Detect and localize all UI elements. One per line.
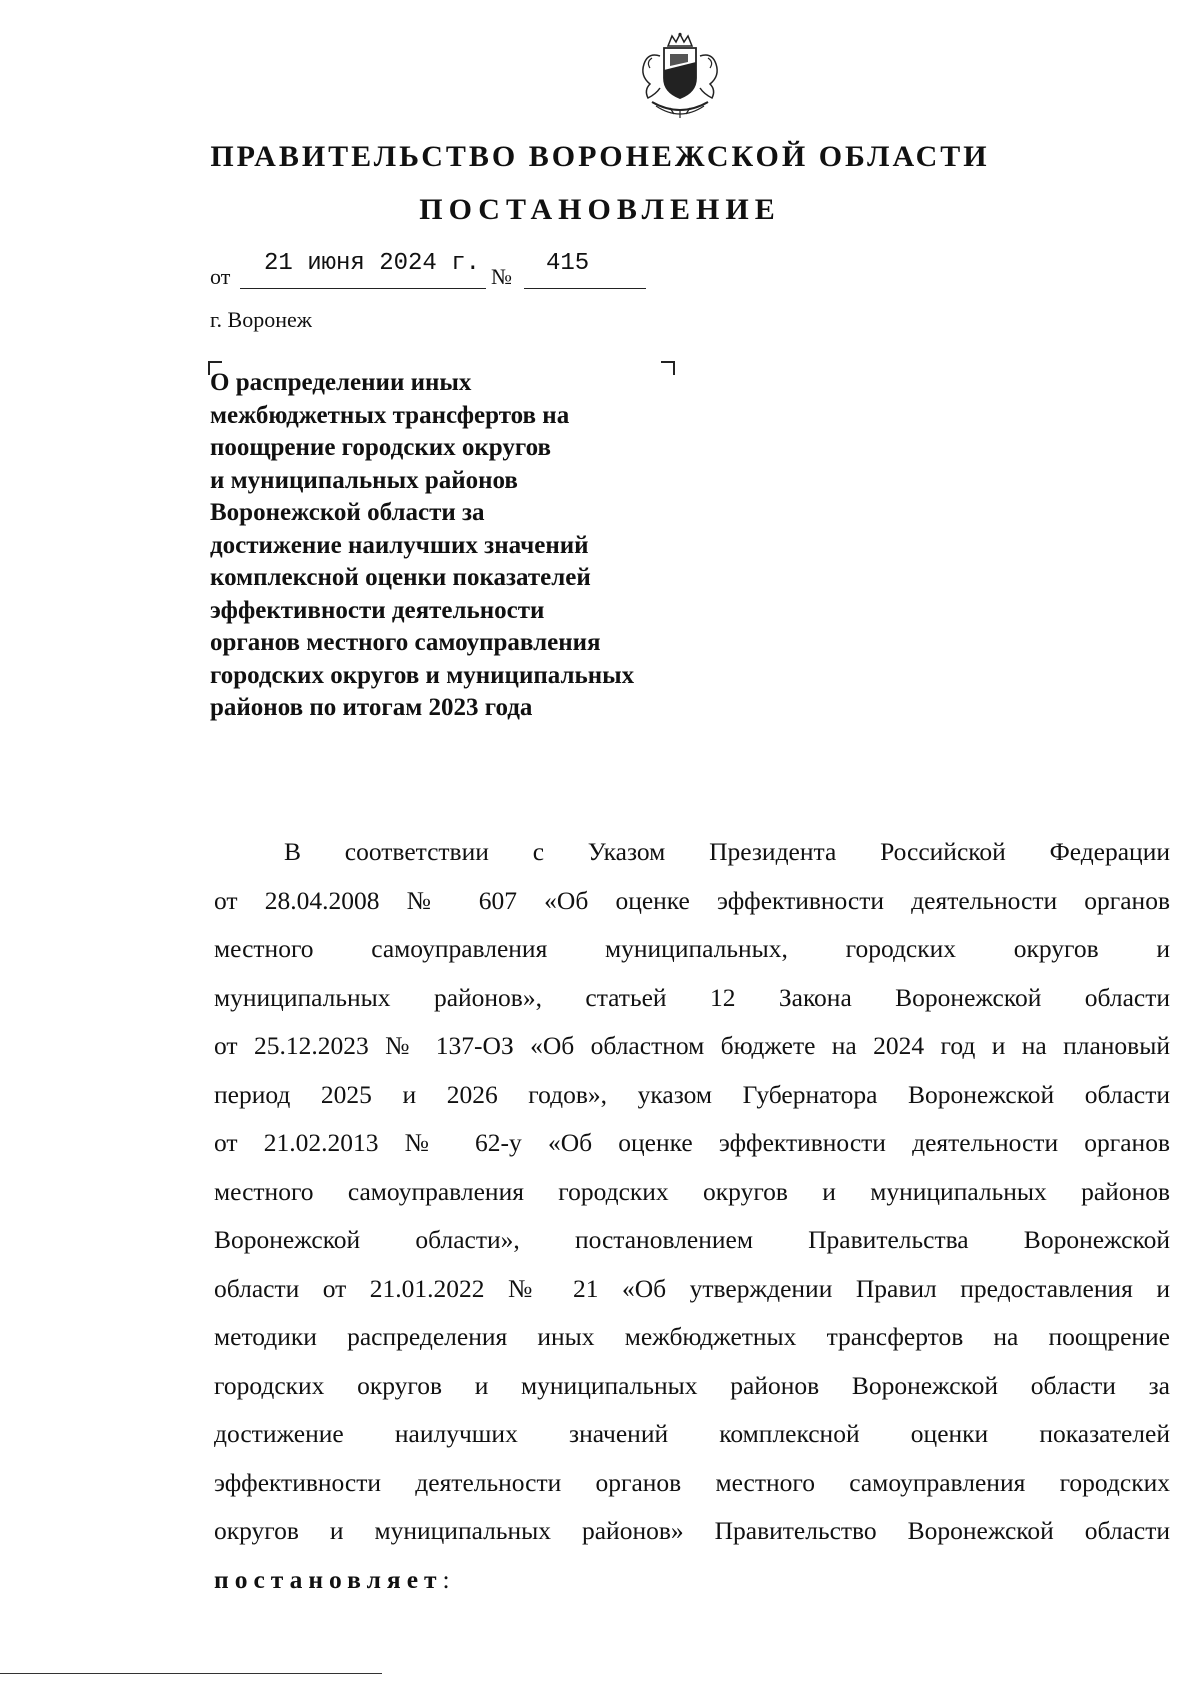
number-sign-label: № — [491, 264, 512, 289]
subject-line: районов по итогам 2023 года — [210, 694, 533, 721]
body-line: Воронежской области», постановлением Правительства Воронежской — [214, 1225, 1170, 1254]
subject-line: и муниципальных районов — [210, 466, 518, 494]
subject-line: комплексной оценки показателей — [210, 564, 591, 591]
document-subject — [210, 367, 710, 725]
subject-line: достижение наилучших значений — [210, 531, 589, 559]
subject-line: О распределении иных — [210, 369, 472, 396]
decree-colon: : — [442, 1564, 450, 1594]
document-number: 415 — [546, 250, 590, 277]
body-line: В соответствии с Указом Президента Российской Федерации — [284, 837, 1170, 866]
body-line: от 28.04.2008 № 607 «Об оценке эффективности деятельности органов — [214, 885, 1170, 915]
body-line: местного самоуправления городских округов и муниципальных районов — [214, 1176, 1170, 1206]
coat-of-arms-icon — [630, 32, 730, 122]
number-underline — [524, 288, 646, 289]
body-line: эффективности деятельности органов местного самоуправления городских — [214, 1467, 1170, 1497]
body-line: от 21.02.2013 № 62-у «Об оценке эффективности деятельности органов — [214, 1128, 1170, 1157]
subject-line: эффективности деятельности — [210, 596, 545, 624]
city-name: г. Воронеж — [210, 307, 312, 332]
subject-line: городских округов и муниципальных — [210, 661, 635, 689]
decree-line — [214, 1556, 1170, 1605]
body-line: методики распределения иных межбюджетных трансфертов на поощрение — [214, 1322, 1170, 1351]
body-line: местного самоуправления муниципальных, городских округов и — [214, 934, 1170, 963]
body-line: от 25.12.2023 № 137-ОЗ «Об областном бюджете на 2024 год и на плановый — [214, 1031, 1170, 1060]
decree-word: постановляет — [214, 1564, 443, 1594]
date-prefix-label: от — [210, 264, 231, 289]
body-line: округов и муниципальных районов» Правительство Воронежской области — [214, 1516, 1170, 1545]
subject-line: органов местного самоуправления — [210, 629, 601, 656]
body-line: период 2025 и 2026 годов», указом Губернатора Воронежской области — [214, 1079, 1170, 1109]
government-title: ПРАВИТЕЛЬСТВО ВОРОНЕЖСКОЙ ОБЛАСТИ — [210, 140, 990, 173]
subject-line: Воронежской области за — [210, 499, 485, 526]
subject-line: поощрение городских округов — [210, 434, 551, 461]
body-line: городских округов и муниципальных районов Воронежской области за — [214, 1370, 1170, 1400]
subject-line: межбюджетных трансфертов на — [210, 401, 570, 429]
body-line: муниципальных районов», статьей 12 Закона Воронежской области — [214, 982, 1170, 1012]
document-type: ПОСТАНОВЛЕНИЕ — [419, 193, 781, 226]
body-line: области от 21.01.2022 № 21 «Об утверждении Правил предоставления и — [214, 1273, 1170, 1303]
registration-row — [210, 250, 710, 290]
document-date: 21 июня 2024 г. — [264, 250, 481, 277]
body-line: достижение наилучших значений комплексной оценки показателей — [214, 1419, 1170, 1448]
preamble-paragraph — [214, 828, 1170, 1604]
date-underline — [240, 288, 486, 289]
footer-rule — [0, 1673, 382, 1674]
